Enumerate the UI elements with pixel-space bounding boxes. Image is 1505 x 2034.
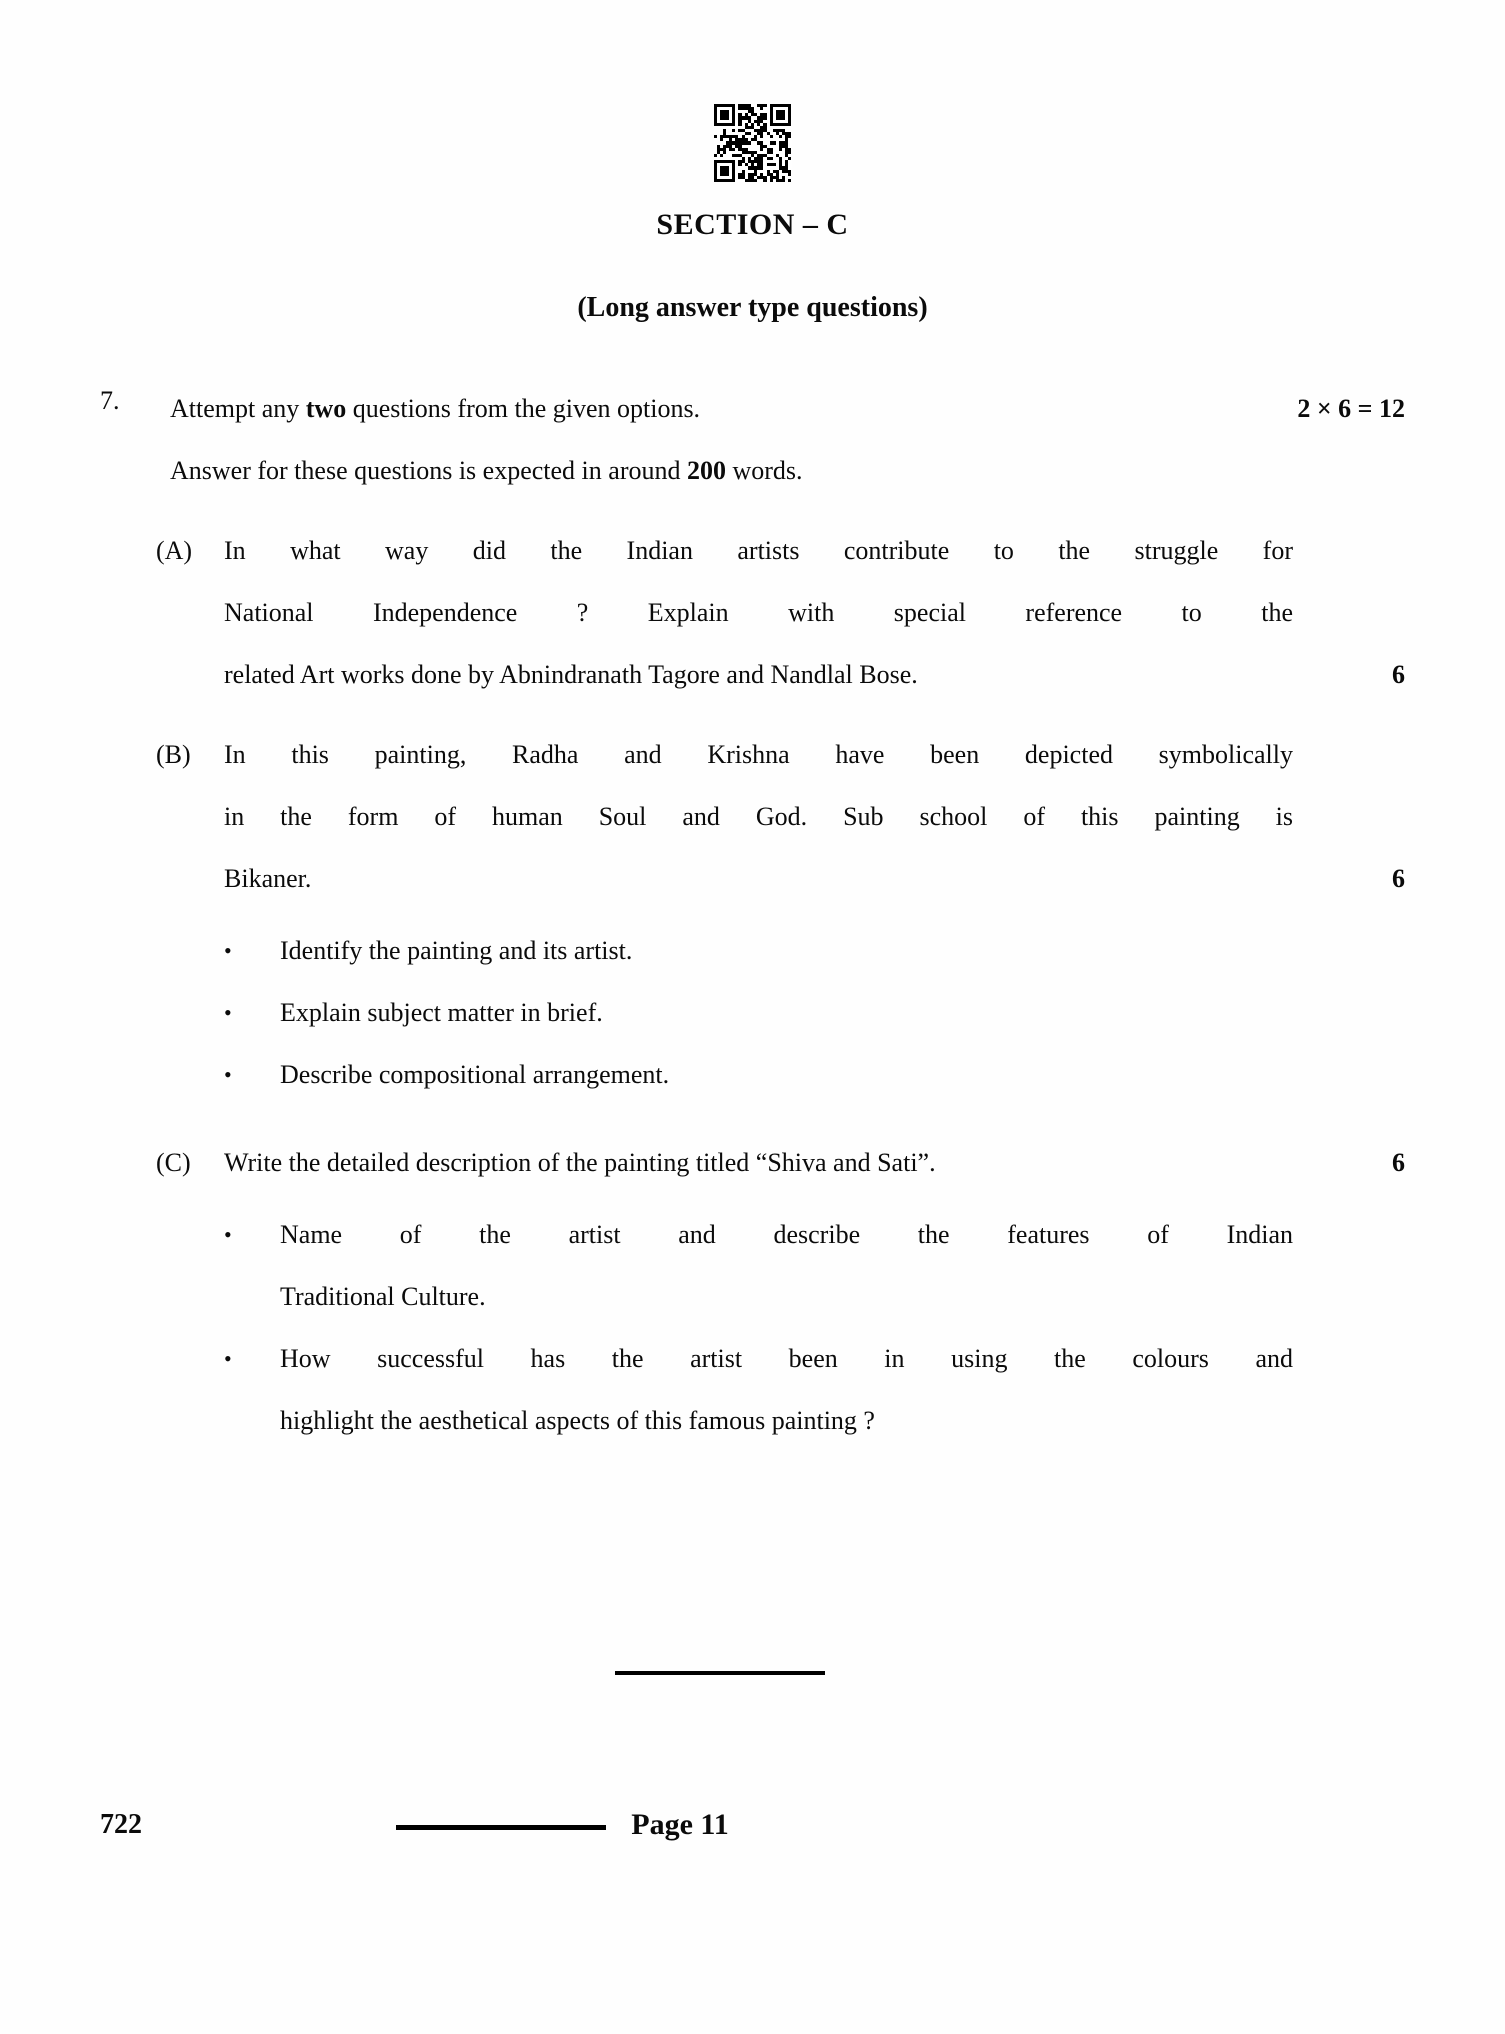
question-7-header [100, 378, 1405, 502]
part-b-line-1: In this painting, Radha and Krishna have been depicted symbolically [224, 740, 1293, 769]
qr-code-container [0, 104, 1505, 182]
section-title: SECTION – C [656, 208, 849, 241]
part-b-bullet-1: Identify the painting and its artist. [280, 936, 633, 965]
page-number: Page 11 [631, 1808, 729, 1841]
instruction-1-post: questions from the given options. [346, 394, 701, 423]
part-c-bullet-1-line-1: Name of the artist and describe the features of Indian [280, 1220, 1293, 1249]
instruction-2-post: words. [725, 456, 803, 485]
list-item [224, 1044, 1405, 1106]
bullet-icon: • [224, 1062, 232, 1087]
part-b-bullet-3: Describe compositional arrangement. [280, 1060, 670, 1089]
part-c-text [224, 1132, 1405, 1194]
part-c-bullet-2-wrap [280, 1328, 1405, 1452]
list-item [224, 1204, 1405, 1328]
instruction-1-pre: Attempt any [170, 394, 306, 423]
part-b-line-3: Bikaner. [224, 864, 312, 893]
list-item [224, 1328, 1405, 1452]
question-body [100, 378, 1405, 1452]
list-item [224, 920, 1405, 982]
part-b-text [224, 724, 1405, 910]
instruction-line-2 [170, 440, 1405, 502]
part-a [100, 520, 1405, 706]
part-a-text [224, 520, 1405, 706]
part-c [100, 1132, 1405, 1194]
qr-code-icon [714, 104, 792, 182]
bullet-icon: • [224, 1346, 232, 1371]
question-number: 7. [100, 386, 120, 415]
instruction-1-emphasis: two [305, 394, 347, 423]
part-a-line-1: In what way did the Indian artists contribute to the struggle for [224, 536, 1293, 565]
total-marks: 2 × 6 = 12 [1297, 394, 1405, 423]
part-b-line-2: in the form of human Soul and God. Sub school of this painting is [224, 802, 1293, 831]
section-subtitle: (Long answer type questions) [577, 292, 928, 323]
part-c-bullet-2-line-1: How successful has the artist been in using the colours and [280, 1344, 1293, 1373]
part-c-line-1: Write the detailed description of the painting titled “Shiva and Sati”. [224, 1148, 936, 1177]
list-item [224, 982, 1405, 1044]
instruction-line-1 [170, 378, 1405, 440]
part-b-bullet-list [100, 920, 1405, 1106]
instruction-2-pre: Answer for these questions is expected in around [170, 456, 687, 485]
part-c-bullet-2-line-2: highlight the aesthetical aspects of this famous painting ? [280, 1406, 875, 1435]
instruction-2-emphasis: 200 [686, 456, 726, 485]
question-instructions [170, 378, 1405, 502]
part-a-line-3: related Art works done by Abnindranath Tagore and Nandlal Bose. [224, 660, 918, 689]
part-c-marks: 6 [1392, 1148, 1405, 1177]
page-footer [100, 1800, 1405, 1850]
part-c-bullet-1-line-2: Traditional Culture. [280, 1282, 486, 1311]
part-a-marks: 6 [1392, 660, 1405, 689]
part-a-label: (A) [156, 536, 193, 565]
part-c-bullet-list [100, 1204, 1405, 1452]
end-of-paper-rule [615, 1671, 825, 1675]
part-b-bullet-2: Explain subject matter in brief. [280, 998, 603, 1027]
part-c-label: (C) [156, 1148, 191, 1177]
bullet-icon: • [224, 938, 232, 963]
bullet-icon: • [224, 1000, 232, 1025]
part-b [100, 724, 1405, 910]
part-c-bullet-1-wrap [280, 1204, 1405, 1328]
part-a-line-2: National Independence ? Explain with special reference to the [224, 598, 1293, 627]
part-b-label: (B) [156, 740, 191, 769]
part-b-marks: 6 [1392, 864, 1405, 893]
bullet-icon: • [224, 1222, 232, 1247]
paper-code: 722 [100, 1809, 142, 1840]
